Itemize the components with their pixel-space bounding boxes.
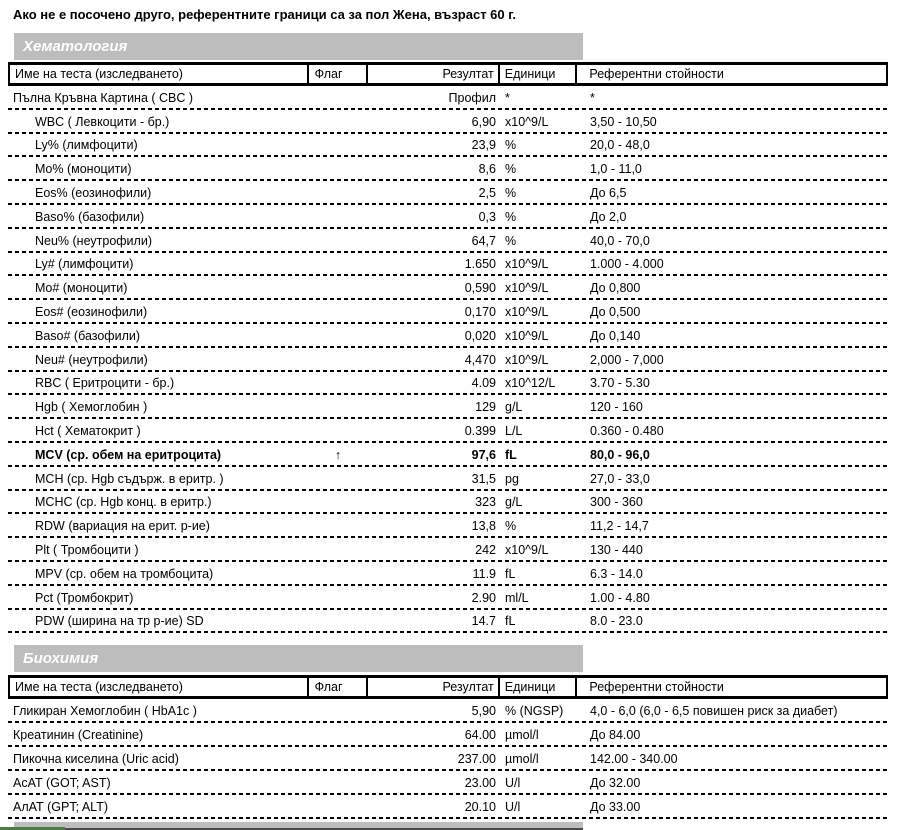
test-name-cell: WBC ( Левкоцити - бр.) — [35, 114, 170, 129]
column-header-units: Единици — [500, 65, 578, 83]
reference-cell: До 84.00 — [590, 728, 641, 742]
flag-cell: ↑ — [334, 447, 342, 462]
test-name-cell: RBC ( Еритроцити - бр.) — [35, 376, 175, 391]
units-cell: x10^9/L — [505, 543, 549, 558]
column-header-reference: Референтни стойности — [589, 680, 724, 694]
test-name-cell: Пикочна киселина (Uric acid) — [13, 752, 179, 766]
reference-cell: 0.360 - 0.480 — [590, 424, 664, 439]
result-cell: 14.7 — [471, 614, 496, 629]
units-cell: % — [505, 519, 517, 534]
result-cell: 8,6 — [478, 162, 496, 177]
table-row — [8, 467, 888, 491]
result-cell: 13,8 — [471, 519, 496, 534]
biochemistry-table — [8, 675, 888, 819]
table-row — [8, 253, 888, 277]
test-name-cell: Plt ( Тромбоцити ) — [35, 543, 139, 558]
table-row — [8, 276, 888, 300]
reference-cell: 3,50 - 10,50 — [590, 114, 657, 129]
test-name-cell: Neu% (неутрофили) — [35, 233, 152, 248]
result-cell: 4,470 — [464, 352, 496, 367]
table-row — [8, 229, 888, 253]
reference-cell: 300 - 360 — [590, 495, 643, 510]
table-row — [8, 795, 888, 819]
test-name-cell: АлАТ (GPT; ALT) — [13, 800, 108, 814]
table-row — [8, 747, 888, 771]
units-cell: L/L — [505, 424, 523, 439]
reference-cell: 120 - 160 — [590, 400, 643, 415]
table-row — [8, 699, 888, 723]
test-name-cell: Pct (Тромбокрит) — [35, 590, 134, 605]
result-cell: Профил — [448, 90, 496, 105]
result-cell: 0,020 — [464, 328, 496, 343]
test-name-cell: Ly% (лимфоцити) — [35, 138, 138, 153]
table-row — [8, 324, 888, 348]
column-header-flag: Флаг — [309, 678, 369, 696]
result-cell: 31,5 — [471, 471, 496, 486]
result-cell: 64.00 — [464, 728, 496, 742]
reference-note: Ако не е посочено друго, референтните граници са за пол Жена, възраст 60 г. — [13, 7, 516, 22]
result-cell: 323 — [475, 495, 496, 510]
units-cell: fL — [505, 447, 517, 462]
test-name-cell: Eos% (еозинофили) — [35, 186, 152, 201]
test-name-cell: Креатинин (Creatinine) — [13, 728, 144, 742]
test-name-cell: MCV (ср. обем на еритроцита) — [35, 447, 222, 462]
reference-cell: 3.70 - 5.30 — [590, 376, 650, 391]
table-row — [8, 181, 888, 205]
reference-cell: 130 - 440 — [590, 543, 643, 558]
hematology-table — [8, 62, 888, 633]
units-cell: % — [505, 186, 517, 201]
table-row — [8, 134, 888, 158]
table-row — [8, 348, 888, 372]
reference-cell: 6.3 - 14.0 — [590, 566, 643, 581]
result-cell: 5,90 — [471, 704, 496, 718]
units-cell: x10^9/L — [505, 352, 549, 367]
units-cell: % — [505, 233, 517, 248]
units-cell: µmol/l — [505, 752, 539, 766]
units-cell: x10^9/L — [505, 281, 549, 296]
result-cell: 64,7 — [471, 233, 496, 248]
table-row — [8, 157, 888, 181]
units-cell: x10^9/L — [505, 305, 549, 320]
reference-cell: До 2,0 — [590, 209, 627, 224]
table-row — [8, 443, 888, 467]
section-header-biochemistry: Биохимия — [14, 645, 583, 672]
test-name-cell: Пълна Кръвна Картина ( CBC ) — [13, 90, 194, 105]
table-row — [8, 514, 888, 538]
test-name-cell: MCHC (ср. Hgb конц. в еритр.) — [35, 495, 212, 510]
test-name-cell: RDW (вариация на ерит. р-ие) — [35, 519, 210, 534]
units-cell: % — [505, 138, 517, 153]
column-header-flag: Флаг — [309, 65, 369, 83]
units-cell: µmol/l — [505, 728, 539, 742]
units-cell: U/l — [505, 776, 521, 790]
test-name-cell: Mo# (моноцити) — [35, 281, 128, 296]
result-cell: 1.650 — [464, 257, 496, 272]
column-header-reference: Референтни стойности — [589, 67, 724, 81]
reference-cell: 1,0 - 11,0 — [590, 162, 642, 177]
reference-cell: До 0,140 — [590, 328, 641, 343]
table-row — [8, 300, 888, 324]
units-cell: g/L — [505, 495, 523, 510]
result-cell: 2,5 — [478, 186, 496, 201]
result-cell: 11.9 — [472, 566, 496, 581]
test-name-cell: Neu# (неутрофили) — [35, 352, 148, 367]
column-header-test-name: Име на теста (изследването) — [10, 65, 309, 83]
table-row — [8, 205, 888, 229]
column-header-result: Резултат — [368, 65, 499, 83]
units-cell: ml/L — [505, 590, 529, 605]
reference-cell: 27,0 - 33,0 — [590, 471, 650, 486]
result-cell: 2.90 — [471, 590, 496, 605]
table-row — [8, 110, 888, 134]
table-row — [8, 538, 888, 562]
reference-cell: До 6,5 — [590, 186, 627, 201]
result-cell: 4.09 — [471, 376, 496, 391]
table-row — [8, 610, 888, 634]
result-cell: 237.00 — [457, 752, 496, 766]
test-name-cell: Mo% (моноцити) — [35, 162, 132, 177]
table-row — [8, 562, 888, 586]
section-header-hematology: Хематология — [14, 33, 583, 60]
test-name-cell: Baso# (базофили) — [35, 328, 141, 343]
units-cell: x10^12/L — [505, 376, 556, 391]
table-row — [8, 723, 888, 747]
reference-cell: До 0,800 — [590, 281, 641, 296]
table-row — [8, 771, 888, 795]
units-cell: % — [505, 162, 517, 177]
result-cell: 129 — [475, 400, 496, 415]
table-row — [8, 372, 888, 396]
table-row — [8, 395, 888, 419]
units-cell: x10^9/L — [505, 328, 549, 343]
result-cell: 0,3 — [478, 209, 496, 224]
result-cell: 0.399 — [464, 424, 496, 439]
test-name-cell: PDW (ширина на тр р-ие) SD — [35, 614, 204, 629]
test-name-cell: АсАТ (GOT; AST) — [13, 776, 111, 790]
column-header-test-name: Име на теста (изследването) — [10, 678, 309, 696]
units-cell: U/l — [505, 800, 521, 814]
table-row — [8, 86, 888, 110]
hematology-rows — [8, 86, 888, 633]
reference-cell: 8.0 - 23.0 — [590, 614, 643, 629]
units-cell: fL — [505, 566, 516, 581]
result-cell: 23,9 — [471, 138, 496, 153]
reference-cell: 4,0 - 6,0 (6,0 - 6,5 повишен риск за диабет) — [590, 704, 838, 718]
reference-cell: До 32.00 — [590, 776, 641, 790]
table-row — [8, 491, 888, 515]
units-cell: % — [505, 209, 517, 224]
test-name-cell: Baso% (базофили) — [35, 209, 145, 224]
reference-cell: 1.000 - 4.000 — [590, 257, 664, 272]
result-cell: 0,170 — [464, 305, 496, 320]
test-name-cell: MPV (ср. обем на тромбоцита) — [35, 566, 214, 581]
table-header-row — [8, 62, 888, 86]
reference-cell: До 0,500 — [590, 305, 641, 320]
reference-cell: * — [590, 90, 595, 105]
units-cell: x10^9/L — [505, 257, 549, 272]
result-cell: 242 — [475, 543, 496, 558]
column-header-result: Резултат — [368, 678, 499, 696]
result-cell: 97,6 — [471, 447, 496, 462]
table-header-row — [8, 675, 888, 699]
units-cell: fL — [505, 614, 516, 629]
reference-cell: 1.00 - 4.80 — [590, 590, 650, 605]
units-cell: pg — [505, 471, 519, 486]
reference-cell: 80,0 - 96,0 — [590, 447, 650, 462]
test-name-cell: Hgb ( Хемоглобин ) — [35, 400, 148, 415]
result-cell: 0,590 — [464, 281, 496, 296]
biochemistry-rows — [8, 699, 888, 819]
table-row — [8, 586, 888, 610]
table-row — [8, 419, 888, 443]
test-name-cell: Гликиран Хемоглобин ( HbA1c ) — [13, 704, 197, 718]
units-cell: g/L — [505, 400, 523, 415]
test-name-cell: Hct ( Хематокрит ) — [35, 424, 141, 439]
reference-cell: 2,000 - 7,000 — [590, 352, 664, 367]
reference-cell: 20,0 - 48,0 — [590, 138, 650, 153]
result-cell: 23.00 — [464, 776, 496, 790]
test-name-cell: Eos# (еозинофили) — [35, 305, 148, 320]
reference-cell: До 33.00 — [590, 800, 641, 814]
reference-cell: 142.00 - 340.00 — [590, 752, 678, 766]
units-cell: * — [505, 90, 510, 105]
reference-cell: 11,2 - 14,7 — [590, 519, 649, 534]
test-name-cell: MCH (ср. Hgb съдърж. в еритр. ) — [35, 471, 224, 486]
reference-cell: 40,0 - 70,0 — [590, 233, 650, 248]
units-cell: x10^9/L — [505, 114, 549, 129]
result-cell: 6,90 — [471, 114, 496, 129]
column-header-units: Единици — [500, 678, 578, 696]
test-name-cell: Ly# (лимфоцити) — [35, 257, 134, 272]
result-cell: 20.10 — [464, 800, 496, 814]
units-cell: % (NGSP) — [505, 704, 564, 718]
